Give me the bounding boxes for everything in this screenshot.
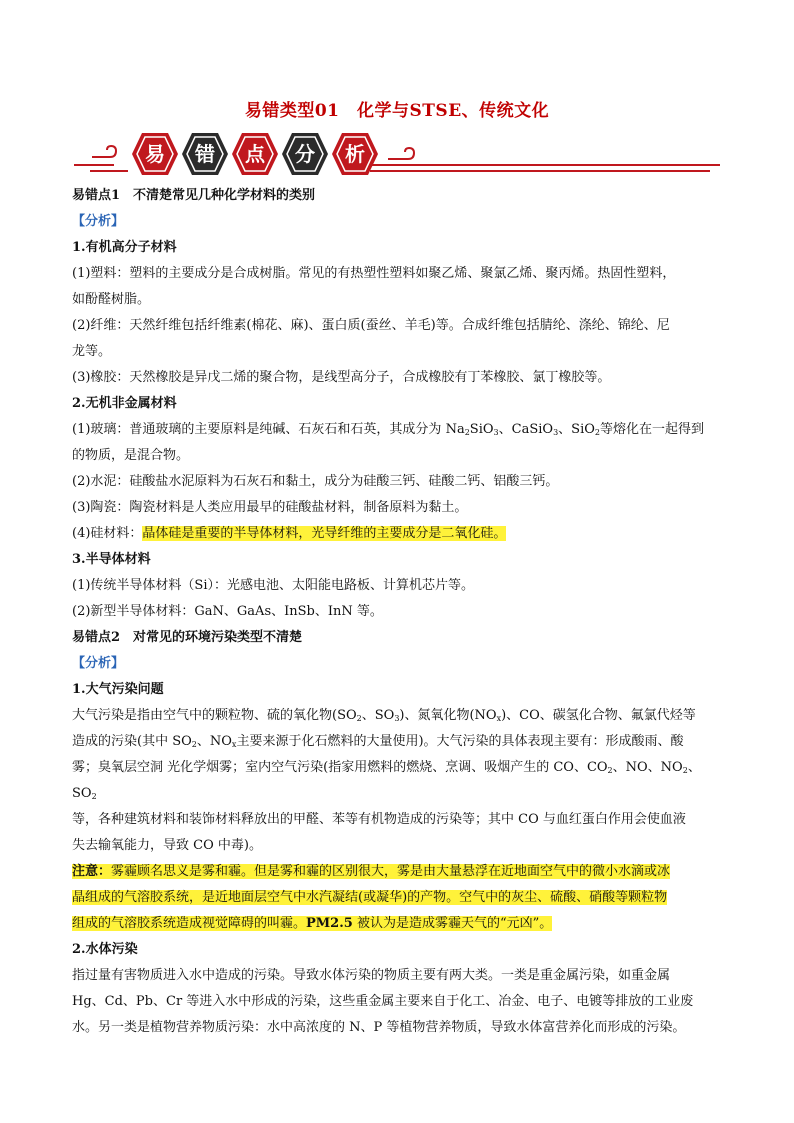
subsection-title: 2.无机非金属材料 xyxy=(72,396,177,411)
paragraph: (1)塑料：塑料的主要成分是合成树脂。常见的有热塑性塑料如聚乙烯、聚氯乙烯、聚丙烯。热固性塑料， xyxy=(72,266,676,281)
paragraph: (3)橡胶：天然橡胶是异戊二烯的聚合物，是线型高分子，合成橡胶有丁苯橡胶、氯丁橡胶等。 xyxy=(72,370,611,385)
note-label: 注意： xyxy=(72,864,112,879)
subsection-title: 1.有机高分子材料 xyxy=(72,240,177,255)
paragraph: 等，各种建筑材料和装饰材料释放出的甲醛、苯等有机物造成的污染等；其中 CO 与血红蛋白作用会使血液 xyxy=(72,812,686,827)
paragraph: Hg、Cd、Pb、Cr 等进入水中形成的污染，这些重金属主要来自于化工、冶金、电子、电镀等排放的工业废 xyxy=(72,994,694,1009)
banner-char-2: 错 xyxy=(195,142,215,166)
paragraph: (3)陶瓷：陶瓷材料是人类应用最早的硅酸盐材料，制备原料为黏土。 xyxy=(72,500,468,515)
paragraph: 水。另一类是植物营养物质污染：水中高浓度的 N、P 等植物营养物质，导致水体富营养化而形成的污染。 xyxy=(72,1020,686,1035)
section-banner xyxy=(70,131,724,177)
paragraph: (4)硅材料：晶体硅是重要的半导体材料，光导纤维的主要成分是二氧化硅。 xyxy=(72,526,507,541)
paragraph: 大气污染是指由空气中的颗粒物、硫的氧化物($SO_2$、$SO_3$)、氮氧化物$(NO_x)$、CO、碳氢化合物、氟氯代烃等 xyxy=(72,708,696,723)
paragraph: 造成的污染(其中 $SO_2$、$NO_x$主要来源于化石燃料的大量使用)。大气污染的具体表现主要有：形成酸雨、酸 xyxy=(72,734,684,749)
paragraph: 失去输氧能力，导致 CO 中毒)。 xyxy=(72,838,262,853)
note-paragraph xyxy=(72,911,724,937)
subsection-title: 1.大气污染问题 xyxy=(72,682,164,697)
highlighted-text: 组成的气溶胶系统造成视觉障碍的叫霾。 xyxy=(72,916,307,931)
paragraph: (2)纤维：天然纤维包括纤维素(棉花、麻)、蛋白质(蚕丝、羊毛)等。合成纤维包括腈纶、涤纶、锦纶、尼 xyxy=(72,318,670,333)
banner-char-5: 析 xyxy=(345,142,365,166)
banner-right-ornament xyxy=(340,148,720,171)
paragraph: (1)玻璃：普通玻璃的主要原料是纯碱、石灰石和石英，其成分为 $Na_2SiO_3$、CaSiO$_3$、SiO$_2$等熔化在一起得到 xyxy=(72,422,705,437)
subsection-title: 2.水体污染 xyxy=(72,942,138,957)
chem-formula: SiO$_2$ xyxy=(571,422,600,437)
chem-formula: $Na_2SiO_3$ xyxy=(445,422,499,437)
document-body xyxy=(72,183,724,1041)
paragraph: 的物质，是混合物。 xyxy=(72,448,190,463)
banner-left-ornament xyxy=(74,146,128,171)
highlighted-text: 雾霾顾名思义是雾和霾。但是雾和霾的区别很大，雾是由大量悬浮在近地面空气中的微小水滴或冰 xyxy=(111,864,671,879)
paragraph: 如酚醛树脂。 xyxy=(72,292,151,307)
analysis-tag: 【分析】 xyxy=(72,214,125,229)
highlighted-text: 被认为是造成雾霾天气的“元凶”。 xyxy=(352,916,553,931)
error-point-1-heading: 易错点1 不清楚常见几种化学材料的类别 xyxy=(72,188,316,203)
paragraph: (2)水泥：硅酸盐水泥原料为石灰石和黏土，成分为硅酸三钙、硅酸二钙、铝酸三钙。 xyxy=(72,474,559,489)
subsection-title: 3.半导体材料 xyxy=(72,552,151,567)
highlighted-text: PM2.5 xyxy=(306,916,353,931)
paragraph: 指过量有害物质进入水中造成的污染。导致水体污染的物质主要有两大类。一类是重金属污染，如重金属 xyxy=(72,968,671,983)
chem-formula: CaSiO$_3$ xyxy=(511,422,559,437)
highlighted-text: 晶体硅是重要的半导体材料，光导纤维的主要成分是二氧化硅。 xyxy=(142,526,507,541)
highlighted-text: 晶组成的气溶胶系统，是近地面层空气中水汽凝结(或凝华)的产物。空气中的灰尘、硫酸、硝酸等颗粒物 xyxy=(72,890,668,905)
paragraph: 龙等。 xyxy=(72,344,112,359)
paragraph: (1)传统半导体材料（Si）：光感电池、太阳能电路板、计算机芯片等。 xyxy=(72,578,474,593)
paragraph: (2)新型半导体材料：GaN、GaAs、InSb、InN 等。 xyxy=(72,604,383,619)
page-title: 易错类型01 化学与STSE、传统文化 xyxy=(244,101,550,121)
banner-char-3: 点 xyxy=(245,142,265,166)
analysis-tag: 【分析】 xyxy=(72,656,125,671)
banner-char-4: 分 xyxy=(295,142,315,166)
error-point-2-heading: 易错点2 对常见的环境污染类型不清楚 xyxy=(72,630,303,645)
banner-char-1: 易 xyxy=(145,142,165,166)
note-paragraph xyxy=(72,885,724,911)
note-paragraph xyxy=(72,859,724,885)
paragraph: 雾；臭氧层空洞 光化学烟雾；室内空气污染(指家用燃料的燃烧、烹调、吸烟产生的 CO、$CO_2$、NO、$NO_2$、$SO_2$ xyxy=(72,760,701,801)
